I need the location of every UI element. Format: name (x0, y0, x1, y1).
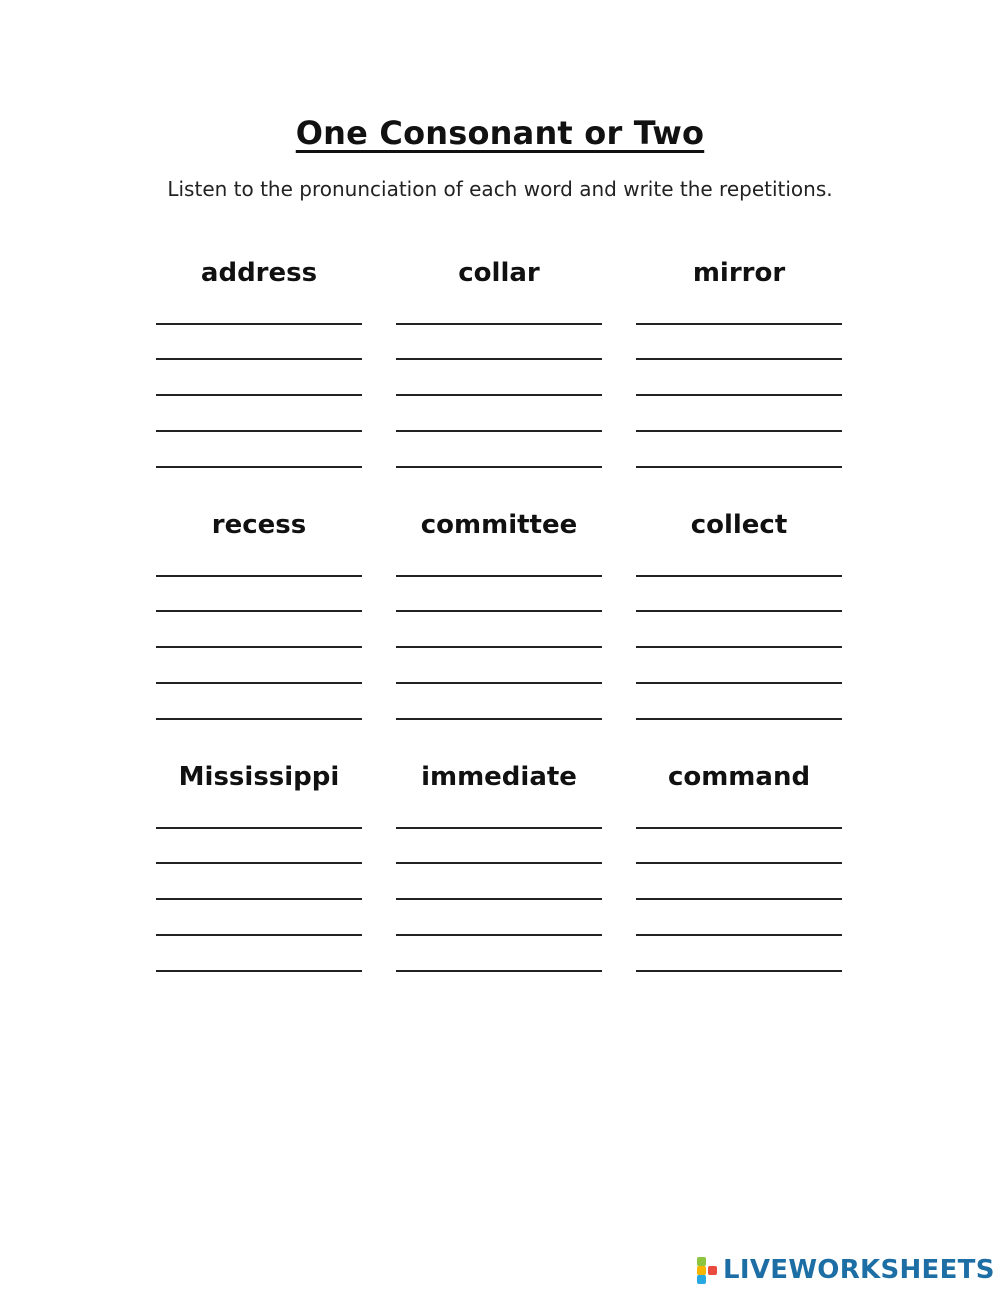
answer-line[interactable] (636, 646, 842, 648)
answer-line[interactable] (156, 610, 362, 612)
answer-line[interactable] (156, 827, 362, 829)
answer-line[interactable] (156, 358, 362, 360)
answer-line[interactable] (636, 898, 842, 900)
answer-line[interactable] (396, 358, 602, 360)
liveworksheets-logo (697, 1255, 995, 1285)
answer-line[interactable] (636, 610, 842, 612)
answer-line[interactable] (636, 862, 842, 864)
word-block (156, 252, 362, 474)
answer-line[interactable] (636, 466, 842, 468)
answer-line[interactable] (636, 827, 842, 829)
instructions: Listen to the pronunciation of each word and write the repetitions. (167, 177, 833, 201)
word-block (396, 252, 602, 474)
answer-line[interactable] (396, 394, 602, 396)
word-label: recess (211, 510, 307, 540)
answer-line[interactable] (396, 970, 602, 972)
word-block (396, 504, 602, 726)
word-block (396, 756, 602, 978)
answer-line[interactable] (156, 430, 362, 432)
answer-line[interactable] (156, 718, 362, 720)
word-label: immediate (421, 762, 577, 792)
word-block (636, 252, 842, 474)
answer-line[interactable] (636, 682, 842, 684)
answer-line[interactable] (636, 394, 842, 396)
word-label: collect (690, 510, 788, 540)
answer-line[interactable] (636, 718, 842, 720)
word-block (156, 504, 362, 726)
answer-line[interactable] (396, 646, 602, 648)
answer-line[interactable] (156, 466, 362, 468)
answer-line[interactable] (396, 682, 602, 684)
word-label: command (667, 762, 811, 792)
answer-line[interactable] (396, 898, 602, 900)
logo-blocks-icon (697, 1257, 719, 1283)
word-label: Mississippi (178, 762, 340, 792)
answer-line[interactable] (396, 430, 602, 432)
answer-line[interactable] (156, 862, 362, 864)
word-block (636, 504, 842, 726)
word-grid (156, 252, 842, 978)
brand-name: LIVEWORKSHEETS (723, 1255, 995, 1285)
word-block (636, 756, 842, 978)
worksheet-title: One Consonant or Two (295, 114, 705, 152)
answer-line[interactable] (396, 610, 602, 612)
answer-line[interactable] (156, 323, 362, 325)
answer-line[interactable] (156, 682, 362, 684)
answer-line[interactable] (396, 466, 602, 468)
answer-line[interactable] (396, 862, 602, 864)
answer-line[interactable] (636, 575, 842, 577)
word-label: collar (458, 258, 540, 288)
answer-line[interactable] (636, 358, 842, 360)
word-label: address (200, 258, 318, 288)
answer-line[interactable] (156, 575, 362, 577)
answer-line[interactable] (156, 970, 362, 972)
answer-line[interactable] (156, 934, 362, 936)
answer-line[interactable] (156, 646, 362, 648)
answer-line[interactable] (396, 575, 602, 577)
answer-line[interactable] (636, 970, 842, 972)
word-label: committee (420, 510, 578, 540)
answer-line[interactable] (156, 898, 362, 900)
answer-line[interactable] (396, 827, 602, 829)
answer-line[interactable] (636, 934, 842, 936)
answer-line[interactable] (156, 394, 362, 396)
answer-line[interactable] (636, 430, 842, 432)
answer-line[interactable] (636, 323, 842, 325)
word-block (156, 756, 362, 978)
answer-line[interactable] (396, 323, 602, 325)
answer-line[interactable] (396, 718, 602, 720)
word-label: mirror (692, 258, 786, 288)
answer-line[interactable] (396, 934, 602, 936)
